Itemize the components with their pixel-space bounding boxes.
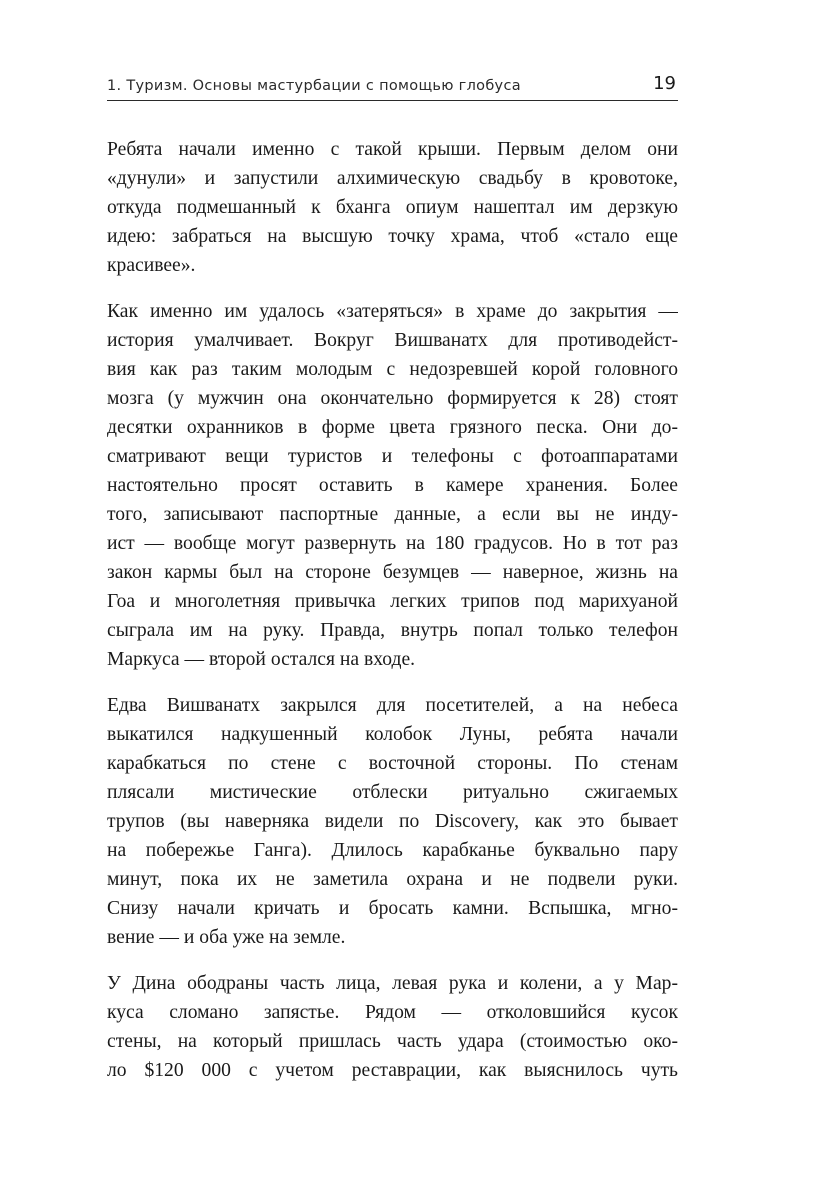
- text-line: Снизу начали кричать и бросать камни. Вспышка, мгно-: [107, 898, 678, 919]
- text-line: мозга (у мужчин она окончательно формируется к 28) стоят: [107, 388, 678, 409]
- text-line: сматривают вещи туристов и телефоны с фотоаппаратами: [107, 446, 678, 467]
- text-line: красивее».: [107, 255, 196, 276]
- text-line: идею: забраться на высшую точку храма, чтоб «стало еще: [107, 226, 678, 247]
- text-line: на побережье Ганга). Длилось карабканье буквально пару: [107, 840, 678, 861]
- text-line: Гоа и многолетняя привычка легких трипов под марихуаной: [107, 591, 678, 612]
- page-number: 19: [653, 73, 676, 94]
- text-line: настоятельно просят оставить в камере хранения. Более: [107, 475, 678, 496]
- text-line: куса сломано запястье. Рядом — отколовшийся кусок: [107, 1002, 678, 1023]
- running-title: 1. Туризм. Основы мастурбации с помощью глобуса: [107, 78, 521, 94]
- text-line: сыграла им на руку. Правда, внутрь попал только телефон: [107, 620, 678, 641]
- text-line: минут, пока их не заметила охрана и не подвели руки.: [107, 869, 678, 890]
- text-line: ист — вообще могут развернуть на 180 градусов. Но в тот раз: [107, 533, 678, 554]
- text-line: карабкаться по стене с восточной стороны. По стенам: [107, 753, 678, 774]
- body-text: [107, 135, 678, 1102]
- text-line: стены, на который пришлась часть удара (стоимостью око-: [107, 1031, 678, 1052]
- text-line: Как именно им удалось «затеряться» в храме до закрытия —: [107, 301, 678, 322]
- text-line: Едва Вишванатх закрылся для посетителей, а на небеса: [107, 695, 678, 716]
- text-line: ло $120 000 с учетом реставрации, как выяснилось чуть: [107, 1060, 678, 1081]
- text-line: «дунули» и запустили алхимическую свадьбу в кровотоке,: [107, 168, 678, 189]
- paragraph: [107, 691, 678, 952]
- paragraph: [107, 969, 678, 1085]
- paragraph: [107, 297, 678, 674]
- text-line: Маркуса — второй остался на входе.: [107, 649, 416, 670]
- text-line: трупов (вы наверняка видели по Discovery, как это бывает: [107, 811, 678, 832]
- text-line: Ребята начали именно с такой крыши. Первым делом они: [107, 139, 678, 160]
- text-line: вия как раз таким молодым с недозревшей корой головного: [107, 359, 678, 380]
- text-line: вение — и оба уже на земле.: [107, 927, 346, 948]
- running-head: [107, 72, 678, 101]
- text-line: закон кармы был на стороне безумцев — наверное, жизнь на: [107, 562, 678, 583]
- text-line: десятки охранников в форме цвета грязного песка. Они до-: [107, 417, 678, 438]
- text-line: история умалчивает. Вокруг Вишванатх для противодейст-: [107, 330, 678, 351]
- text-line: плясали мистические отблески ритуально сжигаемых: [107, 782, 678, 803]
- paragraph: [107, 135, 678, 280]
- text-line: выкатился надкушенный колобок Луны, ребята начали: [107, 724, 678, 745]
- text-line: откуда подмешанный к бханга опиум нашептал им дерзкую: [107, 197, 678, 218]
- text-line: того, записывают паспортные данные, а если вы не инду-: [107, 504, 678, 525]
- text-line: У Дина ободраны часть лица, левая рука и колени, а у Мар-: [107, 973, 678, 994]
